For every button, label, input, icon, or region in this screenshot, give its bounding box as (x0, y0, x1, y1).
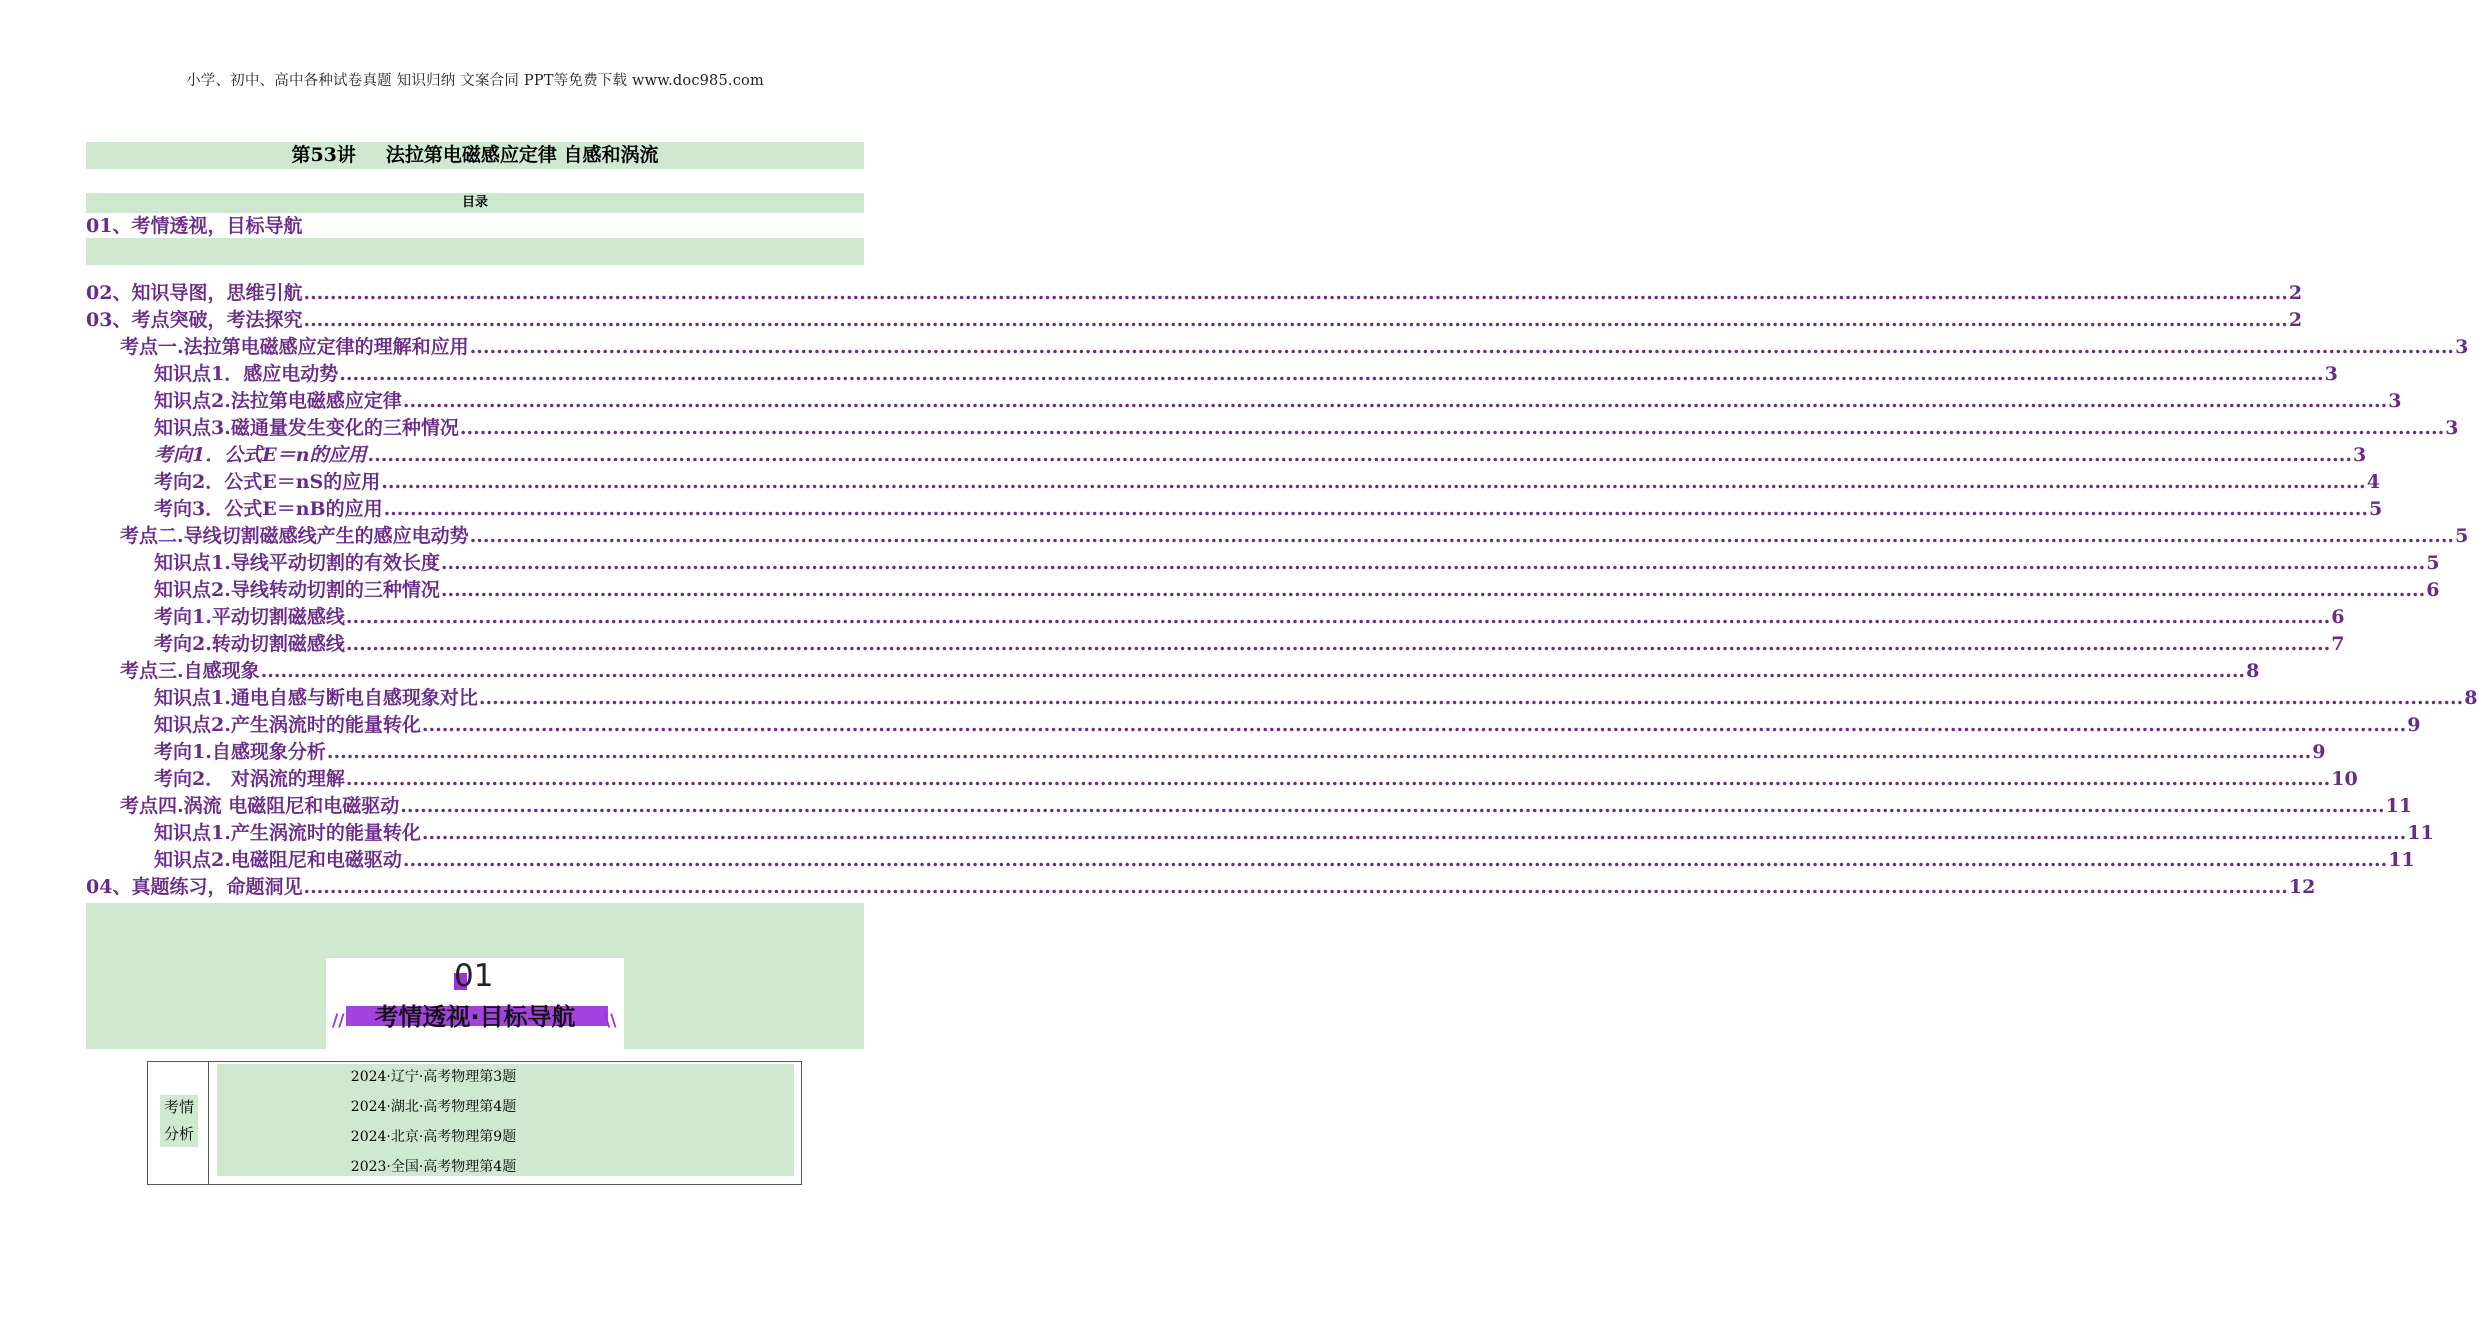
toc-dot-leader: ............................................................................................................................................................................................................................................................................................................ (440, 552, 2426, 574)
toc-entry-page: 9 (2312, 741, 2326, 763)
toc-dot-leader: ............................................................................................................................................................................................................................................................................................................ (383, 498, 2369, 520)
toc-dot-leader: ............................................................................................................................................................................................................................................................................................................ (469, 336, 2455, 358)
table-of-contents (86, 280, 2478, 901)
toc-dot-leader: ............................................................................................................................................................................................................................................................................................................ (345, 633, 2331, 655)
toc-entry-title: 考向1.平动切割磁感线 (154, 606, 345, 628)
analysis-item: 2024·湖北·高考物理第4题 (350, 1099, 517, 1115)
toc-entry[interactable] (86, 496, 2383, 523)
toc-entry[interactable] (86, 874, 2316, 901)
toc-entry-title: 考点三.自感现象 (120, 660, 260, 682)
toc-entry[interactable] (86, 550, 2440, 577)
toc-entry-page: 11 (2388, 849, 2415, 871)
analysis-label-line2: 分析 (163, 1125, 194, 1143)
toc-entry-page: 7 (2331, 633, 2345, 655)
toc-entry-page: 10 (2331, 768, 2358, 790)
toc-entry-title: 知识点2.电磁阻尼和电磁驱动 (154, 849, 402, 871)
toc-entry-page: 8 (2464, 687, 2478, 709)
exam-analysis-table (147, 1061, 802, 1185)
toc-entry-page: 12 (2288, 876, 2316, 898)
toc-entry-title: 考向3．公式E＝nB的应用 (154, 498, 383, 520)
toc-entry-page: 8 (2246, 660, 2260, 682)
toc-entry[interactable] (86, 388, 2402, 415)
toc-entry-page: 3 (2388, 390, 2402, 412)
banner-label: 考情透视·目标导航 (374, 1003, 576, 1031)
toc-entry[interactable] (86, 631, 2345, 658)
toc-entry-page: 5 (2426, 552, 2440, 574)
lecture-title-bar (86, 142, 864, 169)
toc-label: 目录 (86, 193, 864, 213)
toc-entry-title: 知识点2.导线转动切割的三种情况 (154, 579, 440, 601)
toc-entry-title: 知识点2.产生涡流时的能量转化 (154, 714, 421, 736)
toc-entry[interactable] (86, 793, 2413, 820)
toc-entry-title: 知识点1.通电自感与断电自感现象对比 (154, 687, 478, 709)
toc-entry-page: 9 (2407, 714, 2421, 736)
toc-dot-leader: ............................................................................................................................................................................................................................................................................................................ (421, 822, 2407, 844)
toc-entry-page: 3 (2445, 417, 2459, 439)
toc-entry-title: 04、真题练习，命题洞见 (86, 876, 303, 898)
toc-dot-leader: ............................................................................................................................................................................................................................................................................................................ (345, 768, 2331, 790)
table-divider (208, 1062, 209, 1184)
toc-entry-title: 考向2． 对涡流的理解 (154, 768, 345, 790)
toc-entry[interactable] (86, 523, 2469, 550)
toc-dot-leader: ............................................................................................................................................................................................................................................................................................................ (459, 417, 2445, 439)
toc-dot-leader: ............................................................................................................................................................................................................................................................................................................ (260, 660, 2246, 682)
toc-entry[interactable] (86, 280, 2303, 307)
toc-entry-title: 03、考点突破，考法探究 (86, 309, 303, 331)
toc-dot-leader: ............................................................................................................................................................................................................................................................................................................ (421, 714, 2407, 736)
toc-entry[interactable] (86, 847, 2415, 874)
analysis-label-line1: 考情 (163, 1098, 194, 1116)
toc-dot-leader: ............................................................................................................................................................................................................................................................................................................ (469, 525, 2455, 547)
analysis-items (217, 1062, 650, 1182)
toc-entry-title: 考向1．公式E＝n的应用 (154, 444, 367, 466)
toc-dot-leader: ............................................................................................................................................................................................................................................................................................................ (303, 282, 2288, 304)
toc-entry-title: 考点四.涡流 电磁阻尼和电磁驱动 (120, 795, 400, 817)
toc-entry[interactable] (86, 361, 2338, 388)
toc-entry-page: 6 (2331, 606, 2345, 628)
toc-dot-leader: ............................................................................................................................................................................................................................................................................................................ (326, 741, 2312, 763)
toc-section1-link[interactable]: 01、考情透视，目标导航 (86, 215, 303, 237)
toc-dot-leader: ............................................................................................................................................................................................................................................................................................................ (402, 390, 2388, 412)
section-banner (326, 958, 624, 1049)
toc-entry[interactable] (86, 739, 2326, 766)
toc-entry-page: 5 (2455, 525, 2469, 547)
site-header: 小学、初中、高中各种试卷真题 知识归纳 文案合同 PPT等免费下载 www.doc985.com (186, 73, 764, 89)
toc-dot-leader: ............................................................................................................................................................................................................................................................................................................ (400, 795, 2385, 817)
toc-entry-page: 2 (2288, 282, 2303, 304)
toc-entry-page: 3 (2455, 336, 2469, 358)
toc-dot-leader: ............................................................................................................................................................................................................................................................................................................ (367, 444, 2352, 466)
toc-entry[interactable] (86, 577, 2440, 604)
toc-entry-title: 知识点1.产生涡流时的能量转化 (154, 822, 421, 844)
toc-entry-title: 考点二.导线切割磁感线产生的感应电动势 (120, 525, 469, 547)
toc-entry-title: 考向2．公式E＝nS的应用 (154, 471, 381, 493)
toc-entry[interactable] (86, 307, 2303, 334)
lecture-number: 第53讲 (291, 144, 356, 166)
toc-dot-leader: ............................................................................................................................................................................................................................................................................................................ (339, 363, 2324, 385)
lecture-topic: 法拉第电磁感应定律 自感和涡流 (385, 144, 659, 166)
toc-entry-title: 考向1.自感现象分析 (154, 741, 326, 763)
analysis-label (160, 1094, 198, 1148)
toc-entry-title: 考点一.法拉第电磁感应定律的理解和应用 (120, 336, 469, 358)
toc-entry-page: 11 (2407, 822, 2434, 844)
toc-entry[interactable] (86, 712, 2421, 739)
toc-entry[interactable] (86, 334, 2469, 361)
toc-entry-page: 3 (2352, 444, 2367, 466)
toc-entry[interactable] (86, 469, 2380, 496)
toc-entry[interactable] (86, 442, 2367, 469)
banner-number: 01 (454, 958, 494, 994)
toc-dot-leader: ............................................................................................................................................................................................................................................................................................................ (440, 579, 2426, 601)
toc-entry[interactable] (86, 415, 2459, 442)
toc-dot-leader: ............................................................................................................................................................................................................................................................................................................ (478, 687, 2464, 709)
toc-dot-leader: ............................................................................................................................................................................................................................................................................................................ (303, 876, 2288, 898)
banner-right-slash-icon: \\ (604, 1011, 617, 1031)
toc-entry-page: 11 (2385, 795, 2413, 817)
toc-entry[interactable] (86, 820, 2434, 847)
toc-entry-title: 知识点2.法拉第电磁感应定律 (154, 390, 402, 412)
toc-entry-title: 考向2.转动切割磁感线 (154, 633, 345, 655)
toc-dot-leader: ............................................................................................................................................................................................................................................................................................................ (381, 471, 2366, 493)
toc-dot-leader: ............................................................................................................................................................................................................................................................................................................ (345, 606, 2331, 628)
banner-left-slash-icon: // (332, 1011, 345, 1031)
toc-entry[interactable] (86, 766, 2358, 793)
toc-entry-title: 知识点3.磁通量发生变化的三种情况 (154, 417, 459, 439)
toc-entry-page: 2 (2288, 309, 2303, 331)
toc-entry-page: 5 (2369, 498, 2383, 520)
toc-entry[interactable] (86, 685, 2478, 712)
toc-entry[interactable] (86, 658, 2260, 685)
analysis-item: 2024·辽宁·高考物理第3题 (350, 1069, 517, 1085)
toc-dot-leader: ............................................................................................................................................................................................................................................................................................................ (402, 849, 2388, 871)
analysis-item: 2023·全国·高考物理第4题 (350, 1159, 517, 1175)
toc-entry-page: 3 (2324, 363, 2338, 385)
toc-entry-page: 6 (2426, 579, 2440, 601)
analysis-item: 2024·北京·高考物理第9题 (350, 1129, 517, 1145)
toc-entry[interactable] (86, 604, 2345, 631)
toc-entry-title: 知识点1.导线平动切割的有效长度 (154, 552, 440, 574)
section1-band (86, 238, 864, 265)
toc-dot-leader: ............................................................................................................................................................................................................................................................................................................ (303, 309, 2288, 331)
toc-entry-title: 知识点1．感应电动势 (154, 363, 339, 385)
toc-entry-page: 4 (2366, 471, 2380, 493)
toc-entry-title: 02、知识导图，思维引航 (86, 282, 303, 304)
